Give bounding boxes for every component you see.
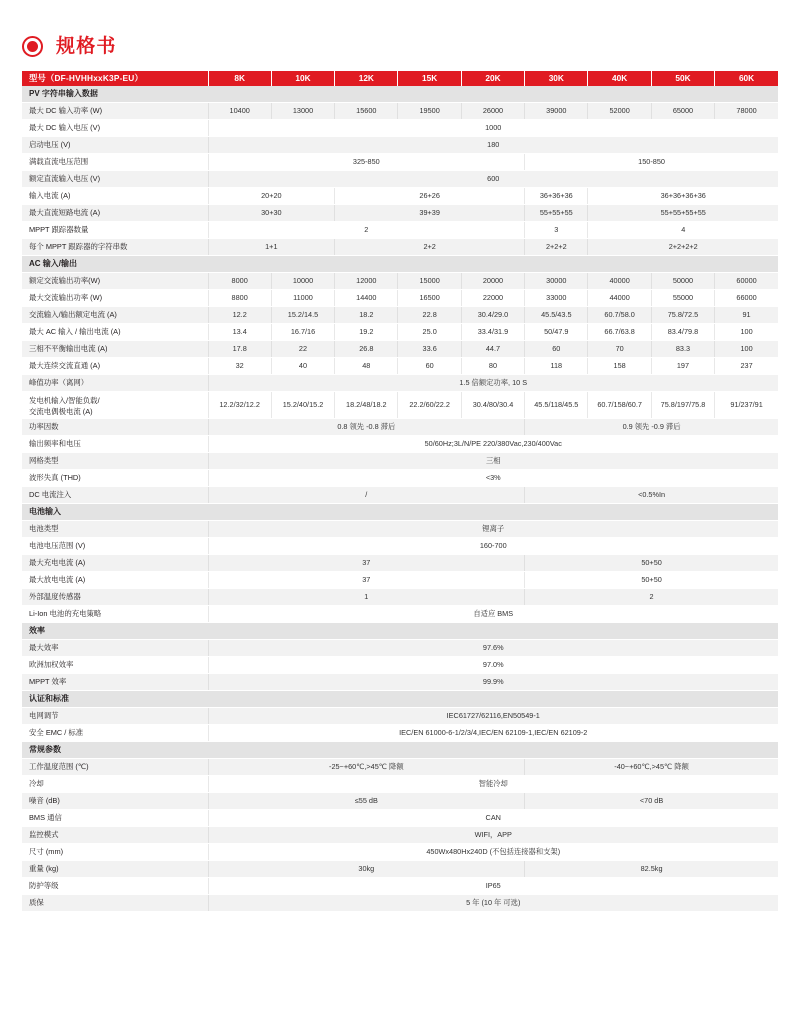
- spec-value-cell: 1.5 倍额定功率, 10 S: [208, 375, 778, 392]
- spec-value-cell: 13000: [271, 103, 334, 120]
- spec-value-cell: 37: [208, 572, 525, 589]
- spec-row: [22, 120, 778, 137]
- spec-value-cell: 15000: [398, 273, 461, 290]
- spec-row: [22, 222, 778, 239]
- spec-row: [22, 205, 778, 222]
- spec-row-label: 尺寸 (mm): [22, 844, 208, 861]
- spec-value-cell: 2+2+2+2: [588, 239, 778, 256]
- spec-value-cell: 100: [715, 341, 778, 358]
- spec-row: [22, 827, 778, 844]
- spec-value-cell: 50+50: [525, 572, 778, 589]
- spec-row: [22, 470, 778, 487]
- spec-row-label: BMS 通信: [22, 810, 208, 827]
- spec-value-cell: 19500: [398, 103, 461, 120]
- spec-value-cell: 30.4/29.0: [461, 307, 524, 324]
- spec-value-cell: <70 dB: [525, 793, 778, 810]
- spec-row-label: 电池电压范围 (V): [22, 538, 208, 555]
- section-title: 常规参数: [22, 742, 778, 759]
- spec-value-cell: 13.4: [208, 324, 271, 341]
- section-title: 认证和标准: [22, 691, 778, 708]
- spec-value-cell: 12.2: [208, 307, 271, 324]
- spec-value-cell: 160-700: [208, 538, 778, 555]
- model-column-header: 50K: [651, 71, 714, 86]
- spec-value-cell: 26.8: [335, 341, 398, 358]
- spec-row-label: 噪音 (dB): [22, 793, 208, 810]
- spec-value-cell: 32: [208, 358, 271, 375]
- spec-value-cell: 65000: [651, 103, 714, 120]
- spec-row-label: 电网调节: [22, 708, 208, 725]
- spec-value-cell: 60000: [715, 273, 778, 290]
- spec-value-cell: 33.4/31.9: [461, 324, 524, 341]
- spec-row: [22, 137, 778, 154]
- spec-value-cell: 30000: [525, 273, 588, 290]
- section-title: 电池输入: [22, 504, 778, 521]
- spec-value-cell: 11000: [271, 290, 334, 307]
- spec-value-cell: 10400: [208, 103, 271, 120]
- spec-row-label: 重量 (kg): [22, 861, 208, 878]
- spec-value-cell: 44.7: [461, 341, 524, 358]
- spec-value-cell: IP65: [208, 878, 778, 895]
- spec-row-label: MPPT 跟踪器数量: [22, 222, 208, 239]
- spec-value-cell: 180: [208, 137, 778, 154]
- spec-value-cell: 8800: [208, 290, 271, 307]
- spec-value-cell: 三相: [208, 453, 778, 470]
- filled-circle-bullet-icon: [22, 36, 43, 57]
- spec-row-label: 最大 DC 输入功率 (W): [22, 103, 208, 120]
- spec-row: [22, 521, 778, 538]
- spec-row-label: MPPT 效率: [22, 674, 208, 691]
- spec-value-cell: 3: [525, 222, 588, 239]
- spec-value-cell: 60: [525, 341, 588, 358]
- spec-value-cell: 2: [525, 589, 778, 606]
- model-column-header: 10K: [271, 71, 334, 86]
- spec-value-cell: 16.7/16: [271, 324, 334, 341]
- spec-row-label: 最大效率: [22, 640, 208, 657]
- spec-value-cell: 45.5/118/45.5: [525, 392, 588, 419]
- spec-value-cell: 50000: [651, 273, 714, 290]
- spec-row: [22, 708, 778, 725]
- spec-row-label: 质保: [22, 895, 208, 912]
- spec-row: [22, 392, 778, 419]
- spec-value-cell: 智能冷却: [208, 776, 778, 793]
- spec-value-cell: 100: [715, 324, 778, 341]
- spec-value-cell: 25.0: [398, 324, 461, 341]
- spec-value-cell: 325-850: [208, 154, 525, 171]
- spec-row-label: DC 电流注入: [22, 487, 208, 504]
- spec-value-cell: 75.8/197/75.8: [651, 392, 714, 419]
- spec-value-cell: 600: [208, 171, 778, 188]
- spec-value-cell: 50/47.9: [525, 324, 588, 341]
- spec-value-cell: 60: [398, 358, 461, 375]
- spec-value-cell: WIFI，APP: [208, 827, 778, 844]
- spec-value-cell: 1+1: [208, 239, 335, 256]
- spec-row: [22, 793, 778, 810]
- spec-row-label: 额定交流输出功率(W): [22, 273, 208, 290]
- spec-row: [22, 239, 778, 256]
- spec-value-cell: 18.2/48/18.2: [335, 392, 398, 419]
- spec-row: [22, 572, 778, 589]
- spec-row-label: 监控模式: [22, 827, 208, 844]
- spec-value-cell: 30kg: [208, 861, 525, 878]
- model-column-header: 8K: [208, 71, 271, 86]
- spec-value-cell: 83.4/79.8: [651, 324, 714, 341]
- spec-value-cell: 2: [208, 222, 525, 239]
- table-body: [22, 86, 778, 912]
- spec-value-cell: /: [208, 487, 525, 504]
- spec-value-cell: 40: [271, 358, 334, 375]
- spec-value-cell: 78000: [715, 103, 778, 120]
- spec-value-cell: 52000: [588, 103, 651, 120]
- spec-row-label: 最大交流输出功率 (W): [22, 290, 208, 307]
- spec-value-cell: 36+36+36: [525, 188, 588, 205]
- section-header-row: [22, 504, 778, 521]
- spec-row: [22, 358, 778, 375]
- spec-value-cell: <0.5%In: [525, 487, 778, 504]
- spec-value-cell: 44000: [588, 290, 651, 307]
- spec-value-cell: 15600: [335, 103, 398, 120]
- spec-row: [22, 640, 778, 657]
- section-title: 效率: [22, 623, 778, 640]
- spec-row-label: [22, 392, 208, 419]
- spec-row-label: 最大连续交流直通 (A): [22, 358, 208, 375]
- spec-value-cell: 97.6%: [208, 640, 778, 657]
- spec-value-cell: 50+50: [525, 555, 778, 572]
- spec-value-cell: 66.7/63.8: [588, 324, 651, 341]
- spec-row: [22, 589, 778, 606]
- spec-row: [22, 375, 778, 392]
- spec-row-label: 冷却: [22, 776, 208, 793]
- spec-value-cell: 0.9 领先 -0.9 滞后: [525, 419, 778, 436]
- section-header-row: [22, 623, 778, 640]
- spec-value-cell: 8000: [208, 273, 271, 290]
- spec-row: [22, 674, 778, 691]
- spec-value-cell: 60.7/158/60.7: [588, 392, 651, 419]
- spec-row-label: 输出频率和电压: [22, 436, 208, 453]
- spec-value-cell: 91: [715, 307, 778, 324]
- spec-value-cell: 60.7/58.0: [588, 307, 651, 324]
- spec-row-label: 最大放电电流 (A): [22, 572, 208, 589]
- spec-value-cell: 2+2: [335, 239, 525, 256]
- page-title: 规格书: [56, 36, 117, 57]
- spec-value-cell: 26+26: [335, 188, 525, 205]
- spec-row-label: 外部温度传感器: [22, 589, 208, 606]
- spec-value-cell: 自适应 BMS: [208, 606, 778, 623]
- spec-row: [22, 844, 778, 861]
- spec-value-cell: 66000: [715, 290, 778, 307]
- spec-row: [22, 538, 778, 555]
- model-column-header: 12K: [335, 71, 398, 86]
- page-title-row: [22, 0, 778, 71]
- spec-row: [22, 776, 778, 793]
- spec-row-label: 额定直流输入电压 (V): [22, 171, 208, 188]
- spec-value-cell: 39000: [525, 103, 588, 120]
- spec-value-cell: 97.0%: [208, 657, 778, 674]
- spec-value-cell: 40000: [588, 273, 651, 290]
- section-header-row: [22, 742, 778, 759]
- spec-row-label: 工作温度范围 (℃): [22, 759, 208, 776]
- spec-row-label: 峰值功率（离网）: [22, 375, 208, 392]
- model-label-header: 型号（DF-HVHHxxK3P-EU）: [22, 71, 208, 86]
- spec-value-cell: 33.6: [398, 341, 461, 358]
- spec-value-cell: 22000: [461, 290, 524, 307]
- spec-value-cell: 55+55+55: [525, 205, 588, 222]
- spec-row: [22, 154, 778, 171]
- spec-row: [22, 171, 778, 188]
- spec-value-cell: CAN: [208, 810, 778, 827]
- spec-value-cell: 2+2+2: [525, 239, 588, 256]
- model-column-header: 60K: [715, 71, 778, 86]
- spec-value-cell: 19.2: [335, 324, 398, 341]
- spec-row-label: 交流输入/输出额定电流 (A): [22, 307, 208, 324]
- section-header-row: [22, 256, 778, 273]
- spec-row: [22, 657, 778, 674]
- spec-value-cell: 150-850: [525, 154, 778, 171]
- spec-row: [22, 273, 778, 290]
- table-header: [22, 71, 778, 86]
- section-title: AC 输入/输出: [22, 256, 778, 273]
- spec-row-label: 每个 MPPT 跟踪器的字符串数: [22, 239, 208, 256]
- spec-value-cell: 4: [588, 222, 778, 239]
- spec-row-label: 欧洲加权效率: [22, 657, 208, 674]
- specification-table: [22, 71, 778, 912]
- spec-row: [22, 290, 778, 307]
- spec-value-cell: IEC/EN 61000-6-1/2/3/4,IEC/EN 62109-1,IEC/EN 62109-2: [208, 725, 778, 742]
- spec-value-cell: 450Wx480Hx240D (不包括连接器和支架): [208, 844, 778, 861]
- spec-value-cell: 22.2/60/22.2: [398, 392, 461, 419]
- spec-row: [22, 759, 778, 776]
- spec-value-cell: 30+30: [208, 205, 335, 222]
- spec-value-cell: 20+20: [208, 188, 335, 205]
- section-header-row: [22, 86, 778, 103]
- model-column-header: 20K: [461, 71, 524, 86]
- spec-row-label: 满载直流电压范围: [22, 154, 208, 171]
- spec-row-label: 最大 AC 输入 / 输出电流 (A): [22, 324, 208, 341]
- spec-row: [22, 103, 778, 120]
- spec-value-cell: IEC61727/62116,EN50549-1: [208, 708, 778, 725]
- table-header-row: [22, 71, 778, 86]
- spec-value-cell: 82.5kg: [525, 861, 778, 878]
- model-column-header: 30K: [525, 71, 588, 86]
- spec-row-label: 最大充电电流 (A): [22, 555, 208, 572]
- spec-row-label: Li-Ion 电池的充电策略: [22, 606, 208, 623]
- spec-value-cell: 37: [208, 555, 525, 572]
- spec-row-label-line: 发电机输入/智能负载/: [29, 395, 100, 405]
- spec-row: [22, 606, 778, 623]
- spec-value-cell: 锂离子: [208, 521, 778, 538]
- spec-row: [22, 895, 778, 912]
- spec-value-cell: 91/237/91: [715, 392, 778, 419]
- spec-row-label-line: 交流电偶极电流 (A): [29, 406, 93, 416]
- spec-row-label: 波形失真 (THD): [22, 470, 208, 487]
- spec-row: [22, 307, 778, 324]
- spec-value-cell: <3%: [208, 470, 778, 487]
- spec-value-cell: 26000: [461, 103, 524, 120]
- spec-value-cell: 12.2/32/12.2: [208, 392, 271, 419]
- spec-value-cell: 50/60Hz;3L/N/PE 220/380Vac,230/400Vac: [208, 436, 778, 453]
- spec-row: [22, 861, 778, 878]
- spec-row: [22, 878, 778, 895]
- spec-value-cell: 55+55+55+55: [588, 205, 778, 222]
- spec-value-cell: 36+36+36+36: [588, 188, 778, 205]
- spec-value-cell: 75.8/72.5: [651, 307, 714, 324]
- spec-row-label: 启动电压 (V): [22, 137, 208, 154]
- model-column-header: 40K: [588, 71, 651, 86]
- spec-value-cell: 15.2/14.5: [271, 307, 334, 324]
- spec-value-cell: 22: [271, 341, 334, 358]
- spec-value-cell: 15.2/40/15.2: [271, 392, 334, 419]
- spec-value-cell: 0.8 领先 -0.8 滞后: [208, 419, 525, 436]
- spec-value-cell: 158: [588, 358, 651, 375]
- spec-row-label: 网格类型: [22, 453, 208, 470]
- spec-row: [22, 341, 778, 358]
- spec-value-cell: 1: [208, 589, 525, 606]
- spec-value-cell: 12000: [335, 273, 398, 290]
- spec-row: [22, 436, 778, 453]
- spec-row-label: 安全 EMC / 标准: [22, 725, 208, 742]
- spec-row-label: 功率因数: [22, 419, 208, 436]
- spec-row: [22, 810, 778, 827]
- spec-value-cell: 22.8: [398, 307, 461, 324]
- spec-row: [22, 419, 778, 436]
- spec-value-cell: 10000: [271, 273, 334, 290]
- spec-row-label: 防护等级: [22, 878, 208, 895]
- spec-value-cell: 17.8: [208, 341, 271, 358]
- spec-row: [22, 725, 778, 742]
- spec-value-cell: 83.3: [651, 341, 714, 358]
- spec-row-label: 电池类型: [22, 521, 208, 538]
- spec-value-cell: 48: [335, 358, 398, 375]
- spec-value-cell: 39+39: [335, 205, 525, 222]
- spec-value-cell: ≤55 dB: [208, 793, 525, 810]
- spec-value-cell: 99.9%: [208, 674, 778, 691]
- spec-value-cell: 237: [715, 358, 778, 375]
- spec-row: [22, 487, 778, 504]
- spec-value-cell: 18.2: [335, 307, 398, 324]
- spec-value-cell: 16500: [398, 290, 461, 307]
- spec-value-cell: -25~+60℃,>45℃ 降额: [208, 759, 525, 776]
- model-column-header: 15K: [398, 71, 461, 86]
- spec-value-cell: 55000: [651, 290, 714, 307]
- spec-row-label: 最大 DC 输入电压 (V): [22, 120, 208, 137]
- bullet-dot: [27, 41, 38, 52]
- spec-value-cell: 20000: [461, 273, 524, 290]
- spec-row: [22, 324, 778, 341]
- spec-row: [22, 188, 778, 205]
- spec-row: [22, 453, 778, 470]
- spec-value-cell: 70: [588, 341, 651, 358]
- spec-row-label: 最大直流短路电流 (A): [22, 205, 208, 222]
- spec-value-cell: -40~+60℃,>45℃ 降额: [525, 759, 778, 776]
- spec-value-cell: 1000: [208, 120, 778, 137]
- spec-value-cell: 118: [525, 358, 588, 375]
- spec-row-label: 三相不平衡输出电流 (A): [22, 341, 208, 358]
- spec-value-cell: 80: [461, 358, 524, 375]
- section-header-row: [22, 691, 778, 708]
- section-title: PV 字符串输入数据: [22, 86, 778, 103]
- spec-row-label: 输入电流 (A): [22, 188, 208, 205]
- spec-value-cell: 197: [651, 358, 714, 375]
- spec-row: [22, 555, 778, 572]
- spec-value-cell: 5 年 (10 年 可选): [208, 895, 778, 912]
- spec-value-cell: 14400: [335, 290, 398, 307]
- spec-value-cell: 33000: [525, 290, 588, 307]
- spec-value-cell: 45.5/43.5: [525, 307, 588, 324]
- spec-value-cell: 30.4/80/30.4: [461, 392, 524, 419]
